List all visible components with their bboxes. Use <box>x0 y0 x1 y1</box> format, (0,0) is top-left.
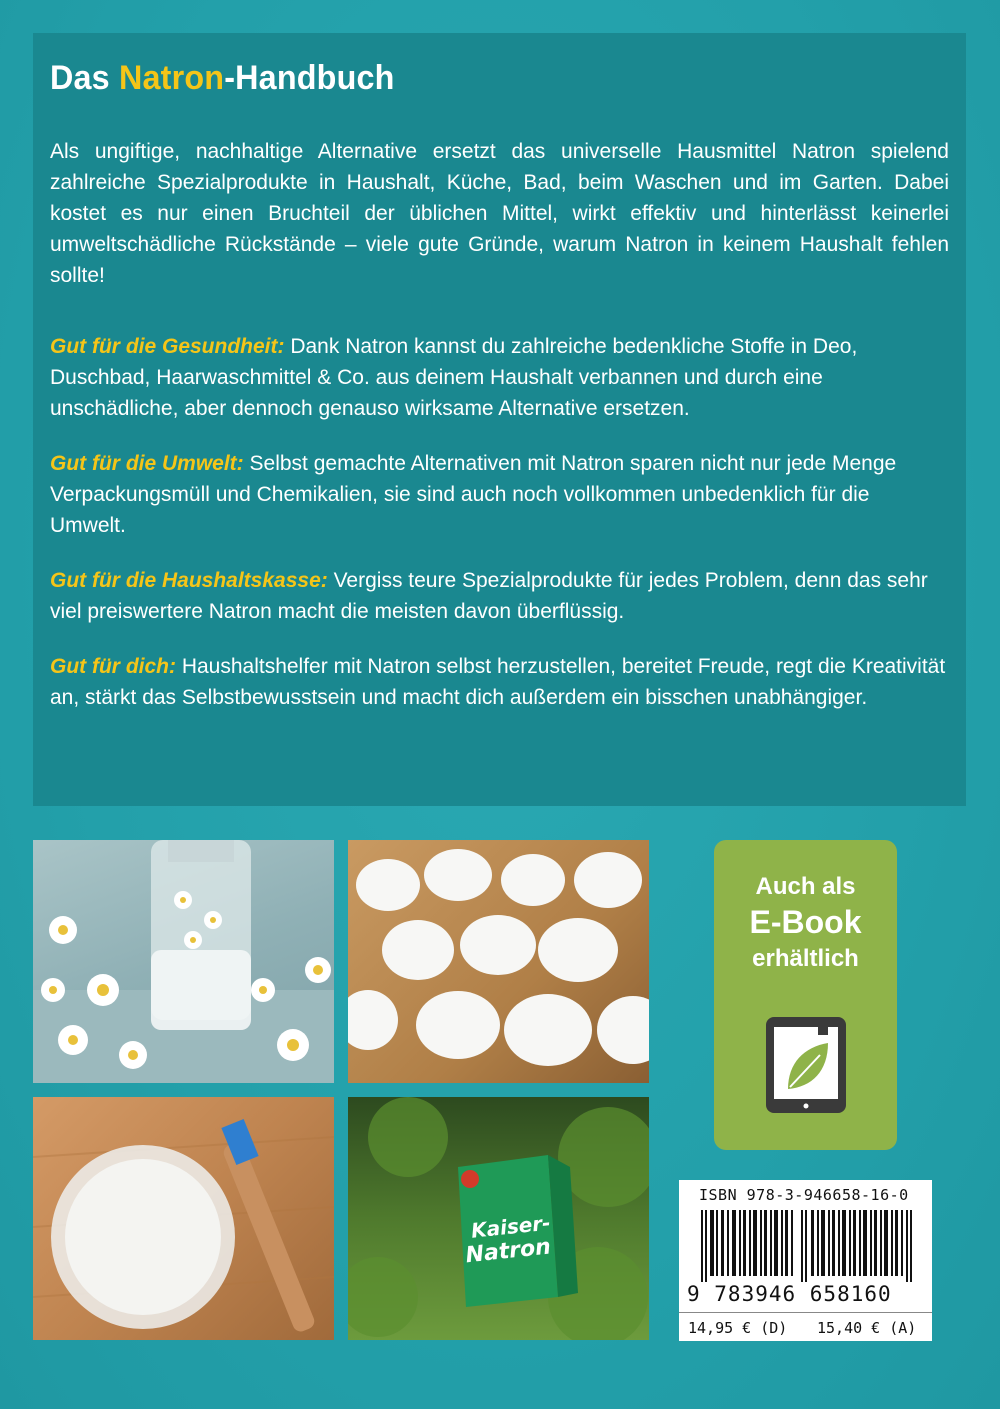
title-prefix: Das <box>50 59 119 97</box>
title-highlight: Natron <box>118 59 225 97</box>
section-text: Haushaltshelfer mit Natron selbst herzustellen, bereitet Freude, regt die Kreativität an, stärkt das Selbstbewusstsein und macht dich außerdem ein bisschen unabhängiger. <box>50 655 946 709</box>
barcode-digits: 9 783946 658160 <box>687 1282 892 1306</box>
text-panel <box>33 33 966 806</box>
tablet-leaf-icon <box>764 1015 848 1115</box>
section-lead: Gut für die Gesundheit: <box>50 335 285 358</box>
intro-paragraph: Als ungiftige, nachhaltige Alternative ersetzt das universelle Hausmittel Natron spielend zahlreiche Spezialprodukte in Haushalt, Küche, Bad, beim Waschen und im Garten. Dabei kostet es nur einen Bruchteil der üblichen Mittel, wirkt effektiv und hinterlässt keinerlei umweltschädliche Rückstände – viele gute Gründe, warum Natron in keinem Haushalt fehlen sollte! <box>50 140 949 287</box>
section-you <box>50 651 949 713</box>
box-label-line1: Kaiser- <box>469 1210 552 1243</box>
isbn-number: ISBN 978-3-946658-16-0 <box>699 1186 909 1204</box>
price-germany: 14,95 € (D) <box>688 1319 788 1337</box>
section-environment <box>50 448 949 541</box>
ebook-line1: Auch als <box>755 873 856 900</box>
box-label-line2: Natron <box>464 1234 552 1269</box>
bath-bombs-illustration <box>348 840 649 1083</box>
ebook-line2: E-Book <box>749 904 862 940</box>
photo-daisy-jar <box>33 840 334 1083</box>
isbn-barcode <box>679 1180 932 1341</box>
section-health <box>50 331 949 424</box>
section-lead: Gut für dich: <box>50 655 176 678</box>
section-lead: Gut für die Umwelt: <box>50 452 244 475</box>
section-text: Dank Natron kannst du zahlreiche bedenkliche Stoffe in Deo, Duschbad, Haarwaschmittel & Co. aus deinem Haushalt verbannen und durch eine unschädliche, aber dennoch genauso wirksame Alternative ersetzen. <box>50 335 858 420</box>
section-text: Vergiss teure Spezialprodukte für jedes Problem, denn das sehr viel preiswertere Natron macht die meisten davon überflüssig. <box>50 569 928 623</box>
toothpaste-illustration <box>33 1097 334 1340</box>
photo-toothpaste-jar <box>33 1097 334 1340</box>
ebook-line3: erhältlich <box>752 945 859 972</box>
price-austria: 15,40 € (A) <box>817 1319 917 1337</box>
photo-natron-box <box>348 1097 649 1340</box>
section-text: Selbst gemachte Alternativen mit Natron sparen nicht nur jede Menge Verpackungsmüll und Chemikalien, sie sind auch noch vollkommen unbedenklich für die Umwelt. <box>50 452 897 537</box>
price-row <box>679 1312 932 1342</box>
section-budget <box>50 565 949 627</box>
ebook-badge <box>714 840 897 1150</box>
daisy-jar-illustration <box>33 840 334 1083</box>
section-lead: Gut für die Haushaltskasse: <box>50 569 328 592</box>
book-title <box>50 59 904 98</box>
photo-bath-bombs <box>348 840 649 1083</box>
title-suffix: -Handbuch <box>224 59 395 97</box>
barcode-bars <box>701 1210 913 1282</box>
natron-box-illustration <box>348 1097 649 1340</box>
